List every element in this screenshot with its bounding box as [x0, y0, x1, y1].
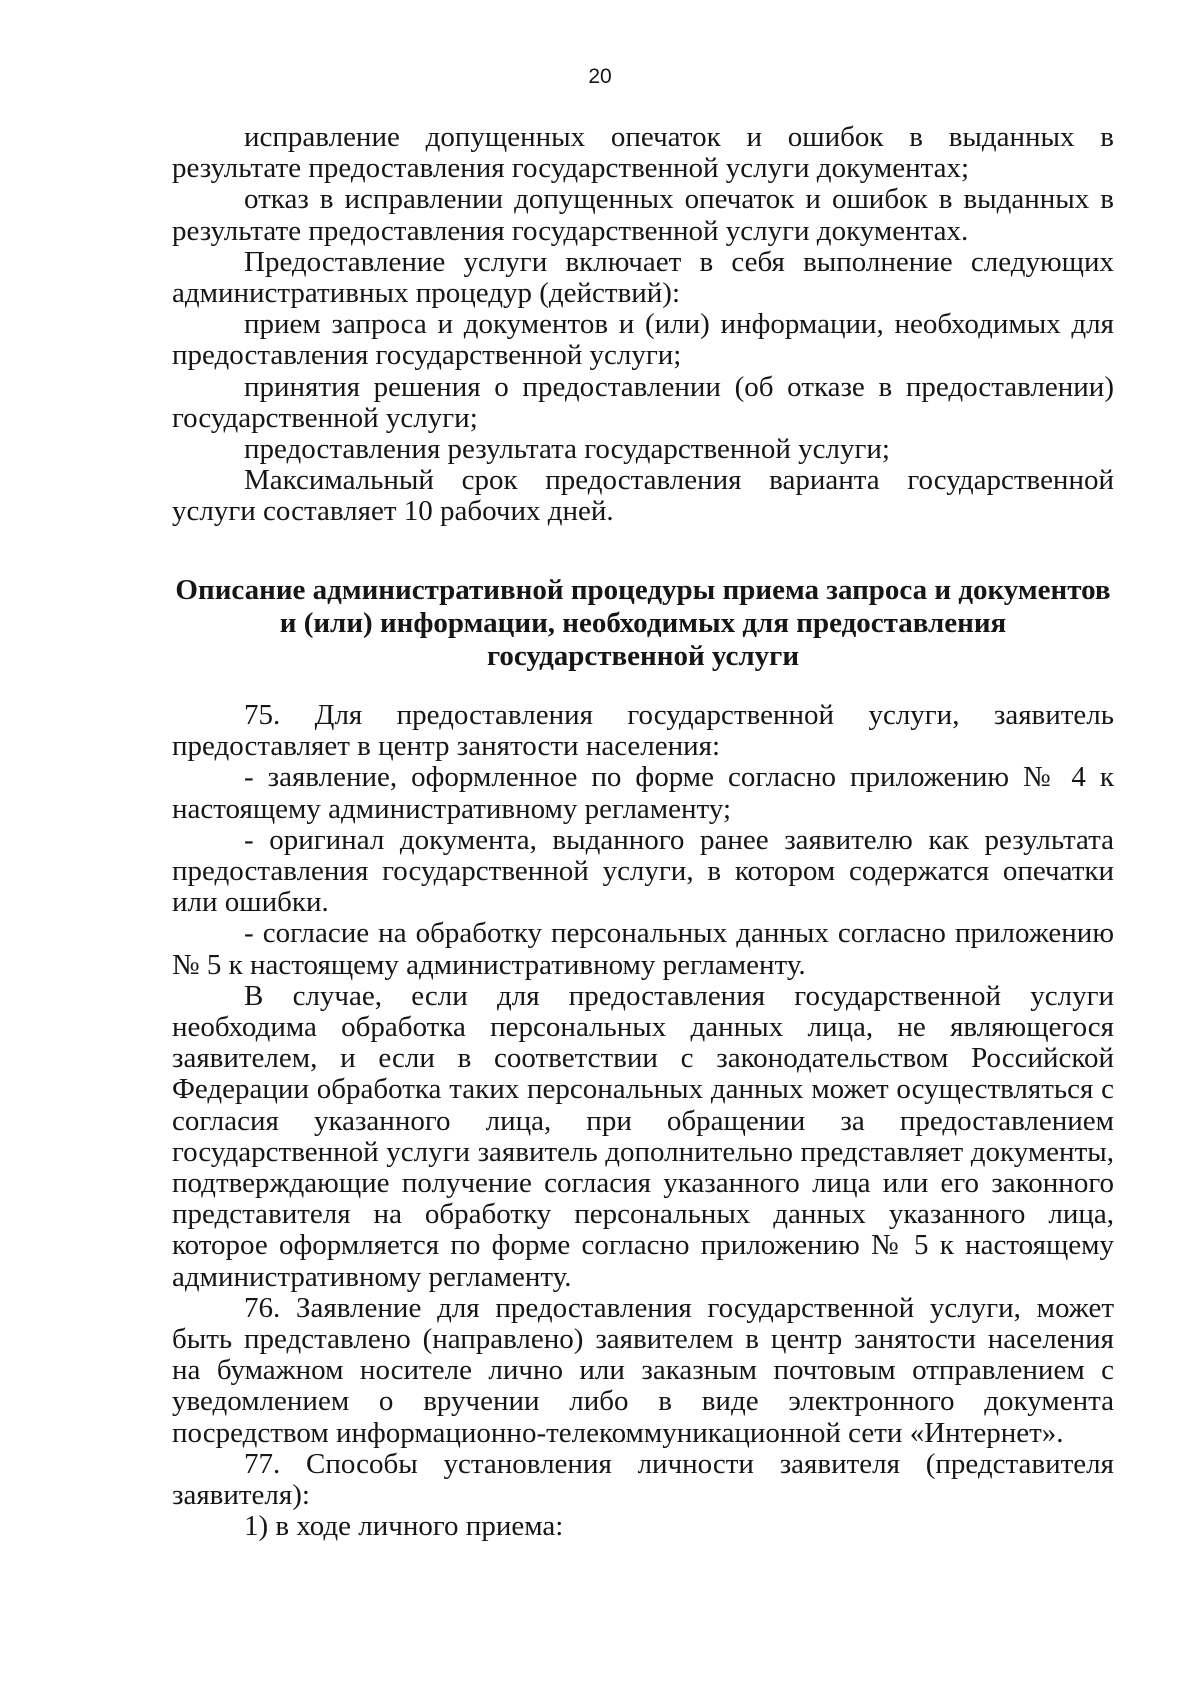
paragraph: 1) в ходе личного приема:: [244, 1510, 564, 1543]
paragraph: - заявление, оформленное по форме согласно приложению № 4 к настоящему административному регламенту;: [172, 761, 1114, 825]
paragraph: В случае, если для предоставления государственной услуги необходима обработка персональных данных лица, не являющегося заявителем, и если в соответствии с законодательством Российской Федерации обработка таких персональных данных может осуществляться с согласия указанного лица, при обращении за предоставлением государственной услуги заявитель дополнительно представляет документы, подтверждающие получение согласия указанного лица или его законного представителя на обработку персональных данных указанного лица, которое оформляется по форме согласно приложению № 5 к настоящему административному регламенту.: [172, 979, 1114, 1293]
page-number: 20: [588, 65, 612, 88]
paragraph: - оригинал документа, выданного ранее заявителю как результата предоставления государственной услуги, в котором содержатся опечатки или ошибки.: [172, 823, 1114, 919]
paragraph: 77. Способы установления личности заявителя (представителя заявителя):: [172, 1447, 1114, 1512]
paragraph: Максимальный срок предоставления варианта государственной услуги составляет 10 рабочих дней.: [172, 464, 1114, 528]
paragraph: исправление допущенных опечаток и ошибок в выданных в результате предоставления государственной услуги документах;: [172, 121, 1114, 185]
paragraph: - согласие на обработку персональных данных согласно приложению № 5 к настоящему административному регламенту.: [172, 917, 1114, 981]
paragraph: прием запроса и документов и (или) информации, необходимых для предоставления государственной услуги;: [172, 308, 1114, 372]
paragraph: Предоставление услуги включает в себя выполнение следующих административных процедур (действий):: [172, 245, 1114, 310]
paragraph: 76. Заявление для предоставления государственной услуги, может быть представлено (направлено) заявителем в центр занятости населения на бумажном носителе лично или заказным почтовым отправлением с уведомлением о вручении либо в виде электронного документа посредством информационно-телекоммуникационной сети «Интернет».: [172, 1291, 1114, 1449]
paragraph: 75. Для предоставления государственной услуги, заявитель предоставляет в центр занятости населения:: [172, 699, 1114, 763]
paragraph: принятия решения о предоставлении (об отказе в предоставлении) государственной услуги;: [172, 370, 1114, 434]
procedure-text-block: [172, 700, 1114, 1542]
section-heading: Описание административной процедуры приема запроса и документов и (или) информации, необходимых для предоставления государственной услуги: [175, 574, 1111, 672]
paragraph: отказ в исправлении допущенных опечаток и ошибок в выданных в результате предоставления государственной услуги документах.: [172, 183, 1114, 247]
paragraph: предоставления результата государственной услуги;: [244, 433, 890, 466]
intro-text-block: [172, 122, 1114, 528]
